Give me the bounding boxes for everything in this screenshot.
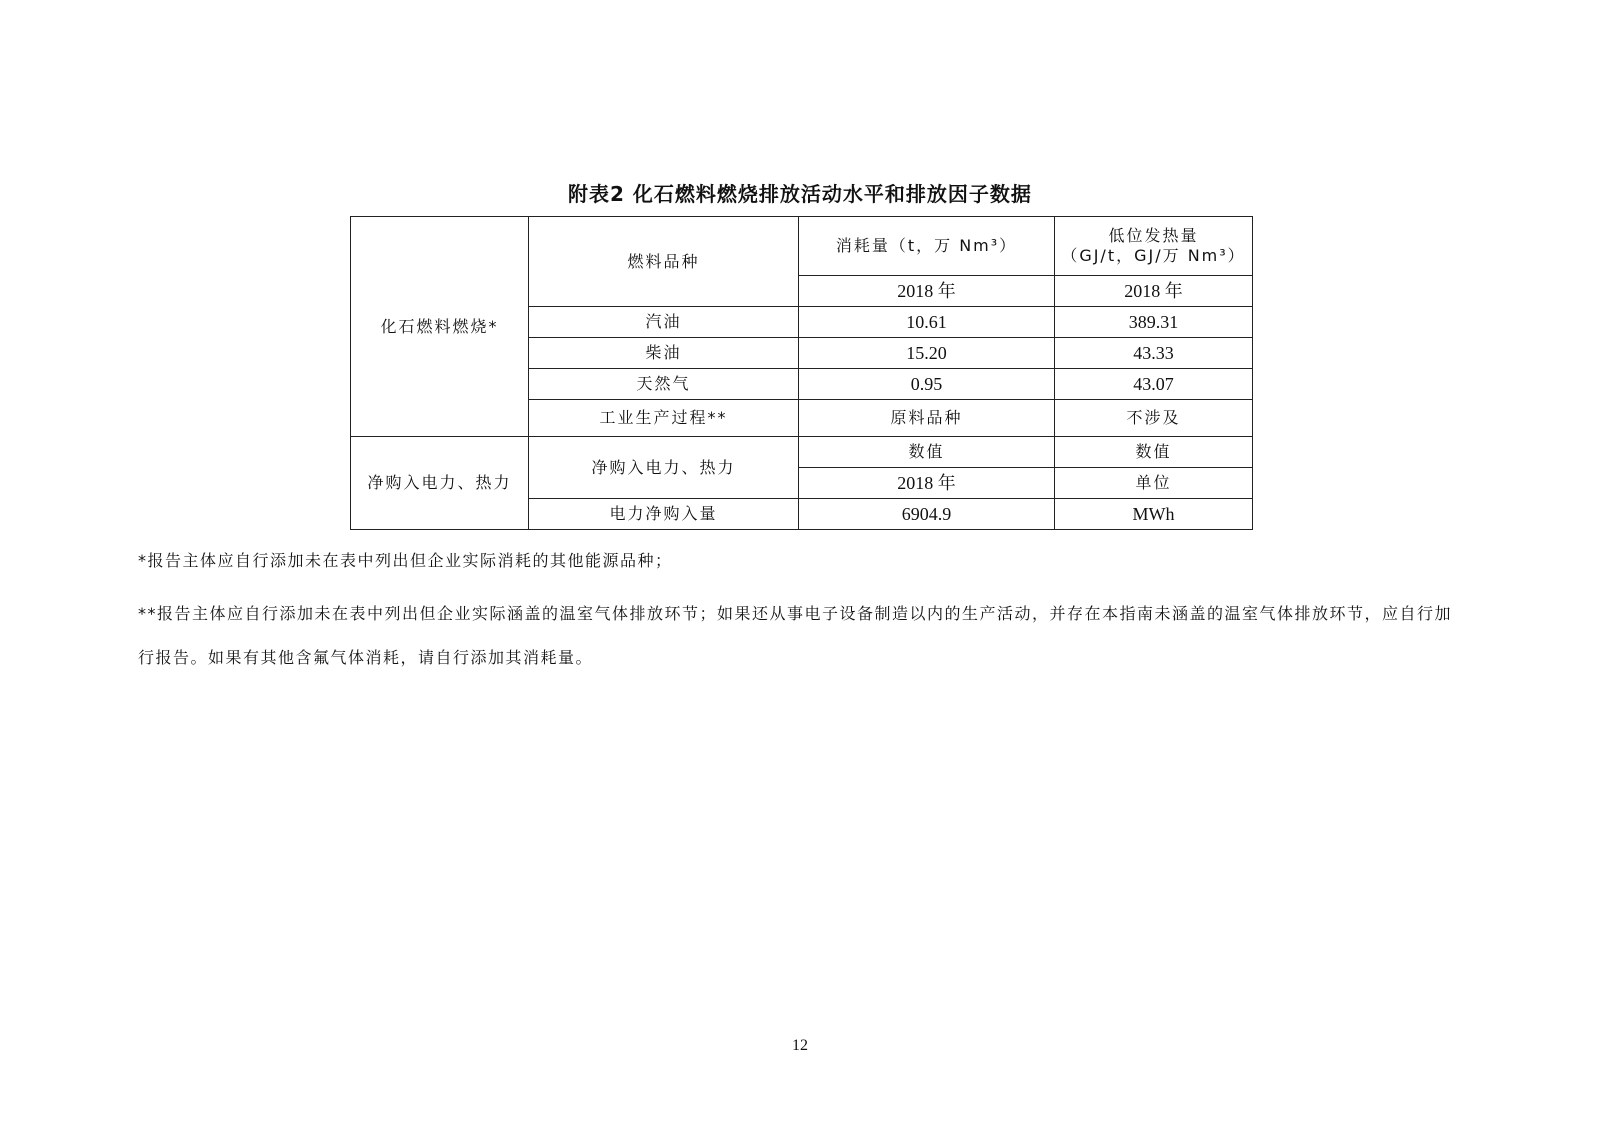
header-value: 数值 <box>799 437 1055 468</box>
table-row <box>351 217 1253 276</box>
header-purchased-type: 净购入电力、热力 <box>529 437 799 499</box>
fuel-name: 天然气 <box>529 369 799 400</box>
header-value-2: 数值 <box>1055 437 1253 468</box>
fuel-heat-value: 43.33 <box>1055 338 1253 369</box>
electricity-net-purchase-label: 电力净购入量 <box>529 499 799 530</box>
category-fossil-fuel: 化石燃料燃烧* <box>351 217 529 437</box>
electricity-net-purchase-unit: MWh <box>1055 499 1253 530</box>
fuel-consumption: 15.20 <box>799 338 1055 369</box>
footnote-fuel-types: *报告主体应自行添加未在表中列出但企业实际消耗的其他能源品种； <box>138 551 673 570</box>
electricity-net-purchase-value: 6904.9 <box>799 499 1055 530</box>
year-consumption: 2018 年 <box>799 276 1055 307</box>
header-heat-value-line2: （GJ/t，GJ/万 Nm³） <box>1061 246 1246 265</box>
emission-data-table <box>350 216 1253 530</box>
fuel-name: 柴油 <box>529 338 799 369</box>
header-fuel-type: 燃料品种 <box>529 217 799 307</box>
industrial-not-applicable: 不涉及 <box>1055 400 1253 437</box>
fuel-consumption: 10.61 <box>799 307 1055 338</box>
page-number: 12 <box>792 1037 808 1054</box>
fuel-heat-value: 43.07 <box>1055 369 1253 400</box>
year-heat-value: 2018 年 <box>1055 276 1253 307</box>
table-title: 附表2 化石燃料燃烧排放活动水平和排放因子数据 <box>568 182 1032 206</box>
footnote-emission-processes: **报告主体应自行添加未在表中列出但企业实际涵盖的温室气体排放环节；如果还从事电子设备制造以内的生产活动，并存在本指南未涵盖的温室气体排放环节，应自行加行报告。如果有其他含氟气体消耗，请自行添加其消耗量。 <box>138 604 1453 667</box>
header-heat-value-line1: 低位发热量 <box>1108 226 1199 245</box>
category-industrial-process: 工业生产过程** <box>529 400 799 437</box>
fuel-name: 汽油 <box>529 307 799 338</box>
header-heat-value <box>1055 217 1253 276</box>
purchased-year: 2018 年 <box>799 468 1055 499</box>
header-material-type: 原料品种 <box>799 400 1055 437</box>
fuel-heat-value: 389.31 <box>1055 307 1253 338</box>
header-consumption: 消耗量（t，万 Nm³） <box>799 217 1055 276</box>
fuel-consumption: 0.95 <box>799 369 1055 400</box>
category-purchased-power: 净购入电力、热力 <box>351 437 529 530</box>
header-unit: 单位 <box>1055 468 1253 499</box>
table-row <box>351 437 1253 468</box>
